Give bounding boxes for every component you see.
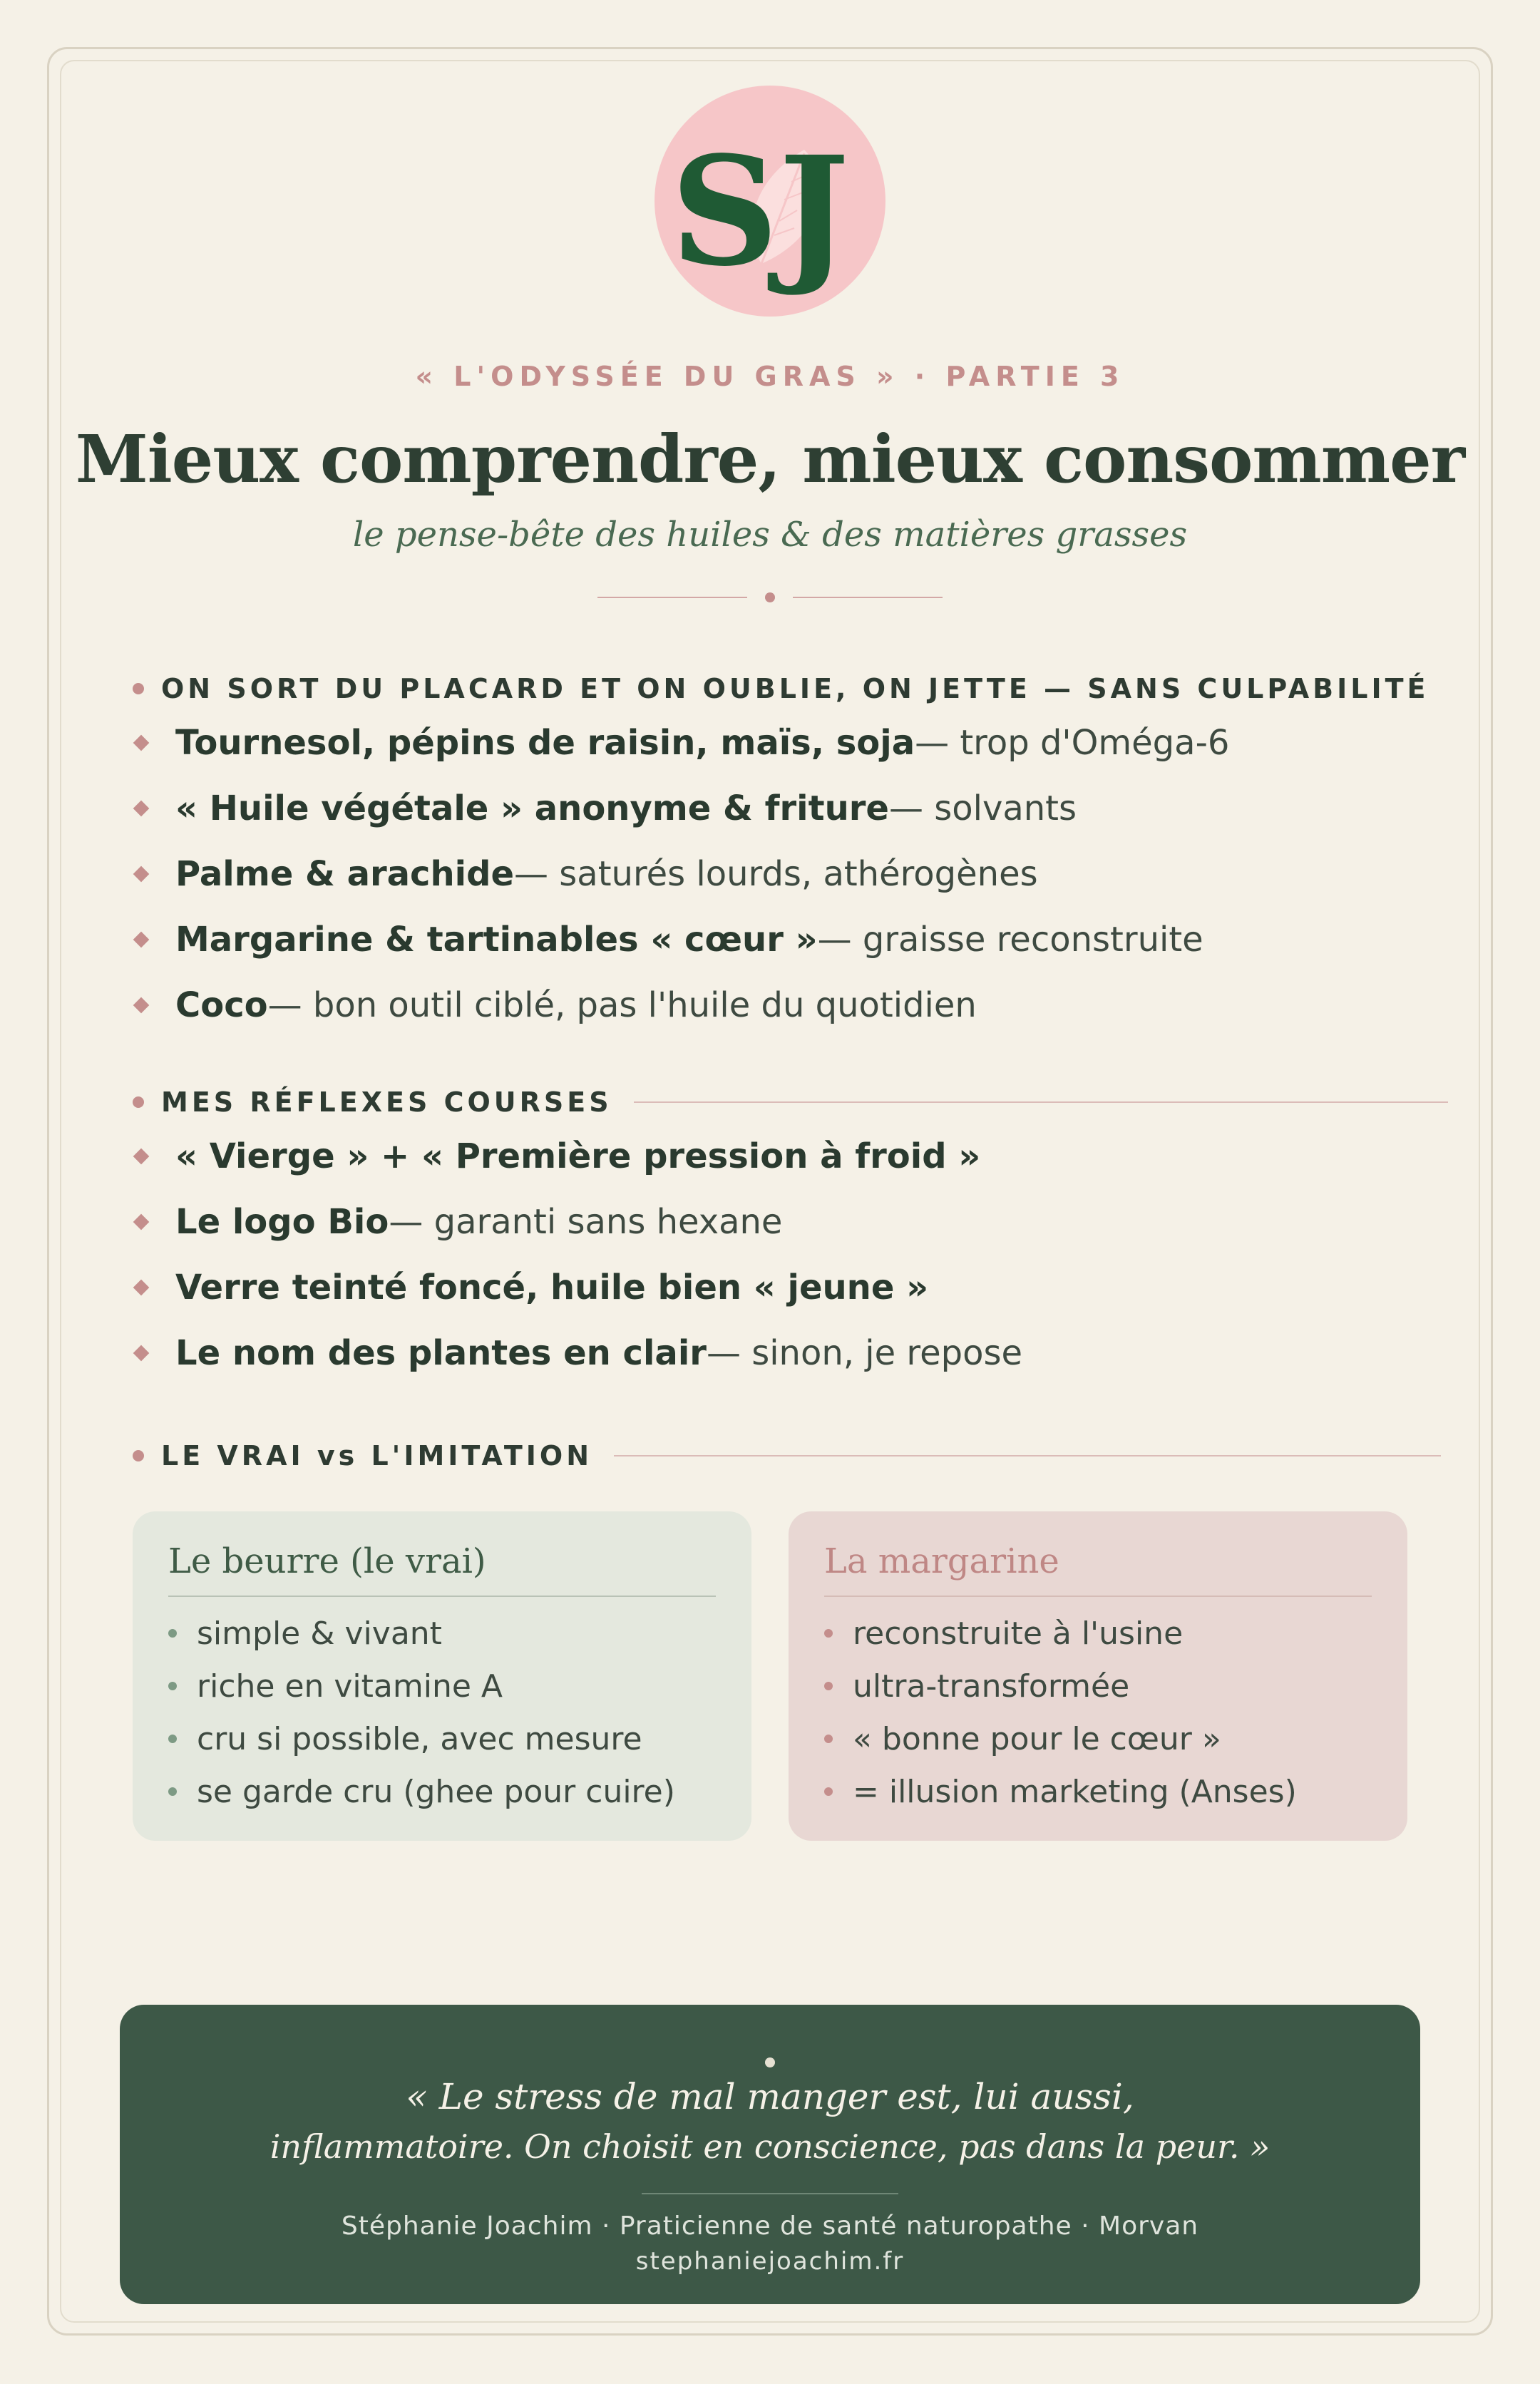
brand-logo xyxy=(654,86,885,317)
list-item: Tournesol, pépins de raisin, maïs, soja — trop d'Oméga-6 xyxy=(133,710,1416,776)
section-heading-shopping xyxy=(133,1082,1448,1122)
diamond-bullet-icon xyxy=(133,866,150,883)
section-heading-label: MES RÉFLEXES COURSES xyxy=(161,1086,612,1118)
series-kicker: « L'ODYSSÉE DU GRAS » · PARTIE 3 xyxy=(415,361,1125,392)
diamond-bullet-icon xyxy=(133,1149,150,1165)
author-signature: Stéphanie Joachim · Praticienne de santé naturopathe · Morvan xyxy=(341,2211,1199,2241)
bullet-dot-icon xyxy=(133,683,144,694)
quote-box xyxy=(120,2005,1420,2304)
website-link[interactable]: stephaniejoachim.fr xyxy=(635,2247,905,2276)
bullet-dot-icon xyxy=(133,1450,144,1461)
section-heading-discard xyxy=(133,669,1429,709)
diamond-bullet-icon xyxy=(133,1345,150,1362)
quote-line-1: « Le stress de mal manger est, lui aussi, xyxy=(406,2076,1134,2117)
diamond-bullet-icon xyxy=(133,801,150,817)
list-item: ultra-transformée xyxy=(824,1660,1372,1712)
ornament-line-left xyxy=(597,597,747,598)
bullet-dot-icon xyxy=(824,1787,833,1796)
diamond-bullet-icon xyxy=(133,997,150,1014)
list-item: « bonne pour le cœur » xyxy=(824,1712,1372,1765)
list-item: Le logo Bio — garanti sans hexane xyxy=(133,1189,1416,1255)
butter-card-title: Le beurre (le vrai) xyxy=(168,1541,716,1597)
list-item: « Vierge » + « Première pression à froid » xyxy=(133,1124,1416,1189)
monogram-text: SJ xyxy=(670,123,850,299)
quote-divider xyxy=(642,2193,898,2194)
list-item: Le nom des plantes en clair — sinon, je repose xyxy=(133,1320,1416,1386)
page-title: Mieux comprendre, mieux consommer xyxy=(75,421,1465,498)
bullet-dot-icon xyxy=(824,1629,833,1638)
diamond-bullet-icon xyxy=(133,932,150,948)
list-item: riche en vitamine A xyxy=(168,1660,716,1712)
diamond-bullet-icon xyxy=(133,1280,150,1296)
diamond-bullet-icon xyxy=(133,1214,150,1230)
butter-card xyxy=(133,1511,751,1841)
margarine-card-title: La margarine xyxy=(824,1541,1372,1597)
list-item: cru si possible, avec mesure xyxy=(168,1712,716,1765)
list-item: Verre teinté foncé, huile bien « jeune » xyxy=(133,1255,1416,1320)
bullet-dot-icon xyxy=(168,1735,177,1743)
ornament-dot-icon xyxy=(765,592,775,602)
quote-line-2: inflammatoire. On choisit en conscience, pas dans la peur. » xyxy=(270,2127,1270,2166)
butter-list xyxy=(168,1607,716,1818)
section-rule xyxy=(634,1101,1448,1103)
bullet-dot-icon xyxy=(133,1096,144,1108)
title-ornament xyxy=(597,589,943,606)
ornament-line-right xyxy=(793,597,943,598)
list-item: « Huile végétale » anonyme & friture — solvants xyxy=(133,776,1416,841)
quote-dot-icon xyxy=(765,2057,775,2067)
list-item: Palme & arachide — saturés lourds, athérogènes xyxy=(133,841,1416,907)
diamond-bullet-icon xyxy=(133,735,150,751)
bullet-dot-icon xyxy=(168,1682,177,1690)
list-item: reconstruite à l'usine xyxy=(824,1607,1372,1660)
margarine-card xyxy=(789,1511,1407,1841)
bullet-dot-icon xyxy=(824,1682,833,1690)
list-item: Coco — bon outil ciblé, pas l'huile du quotidien xyxy=(133,972,1416,1038)
list-item: = illusion marketing (Anses) xyxy=(824,1765,1372,1818)
bullet-dot-icon xyxy=(168,1787,177,1796)
discard-list xyxy=(133,710,1416,1038)
leaf-monogram-icon xyxy=(654,86,885,317)
section-rule xyxy=(614,1455,1441,1456)
section-heading-compare xyxy=(133,1436,1441,1476)
list-item: Margarine & tartinables « cœur » — graisse reconstruite xyxy=(133,907,1416,972)
bullet-dot-icon xyxy=(824,1735,833,1743)
section-heading-label: LE VRAI vs L'IMITATION xyxy=(161,1440,593,1471)
section-heading-label: ON SORT DU PLACARD ET ON OUBLIE, ON JETTE — SANS CULPABILITÉ xyxy=(161,673,1429,704)
list-item: simple & vivant xyxy=(168,1607,716,1660)
margarine-list xyxy=(824,1607,1372,1818)
page-subtitle: le pense-bête des huiles & des matières grasses xyxy=(352,515,1188,555)
list-item: se garde cru (ghee pour cuire) xyxy=(168,1765,716,1818)
shopping-list xyxy=(133,1124,1416,1386)
bullet-dot-icon xyxy=(168,1629,177,1638)
